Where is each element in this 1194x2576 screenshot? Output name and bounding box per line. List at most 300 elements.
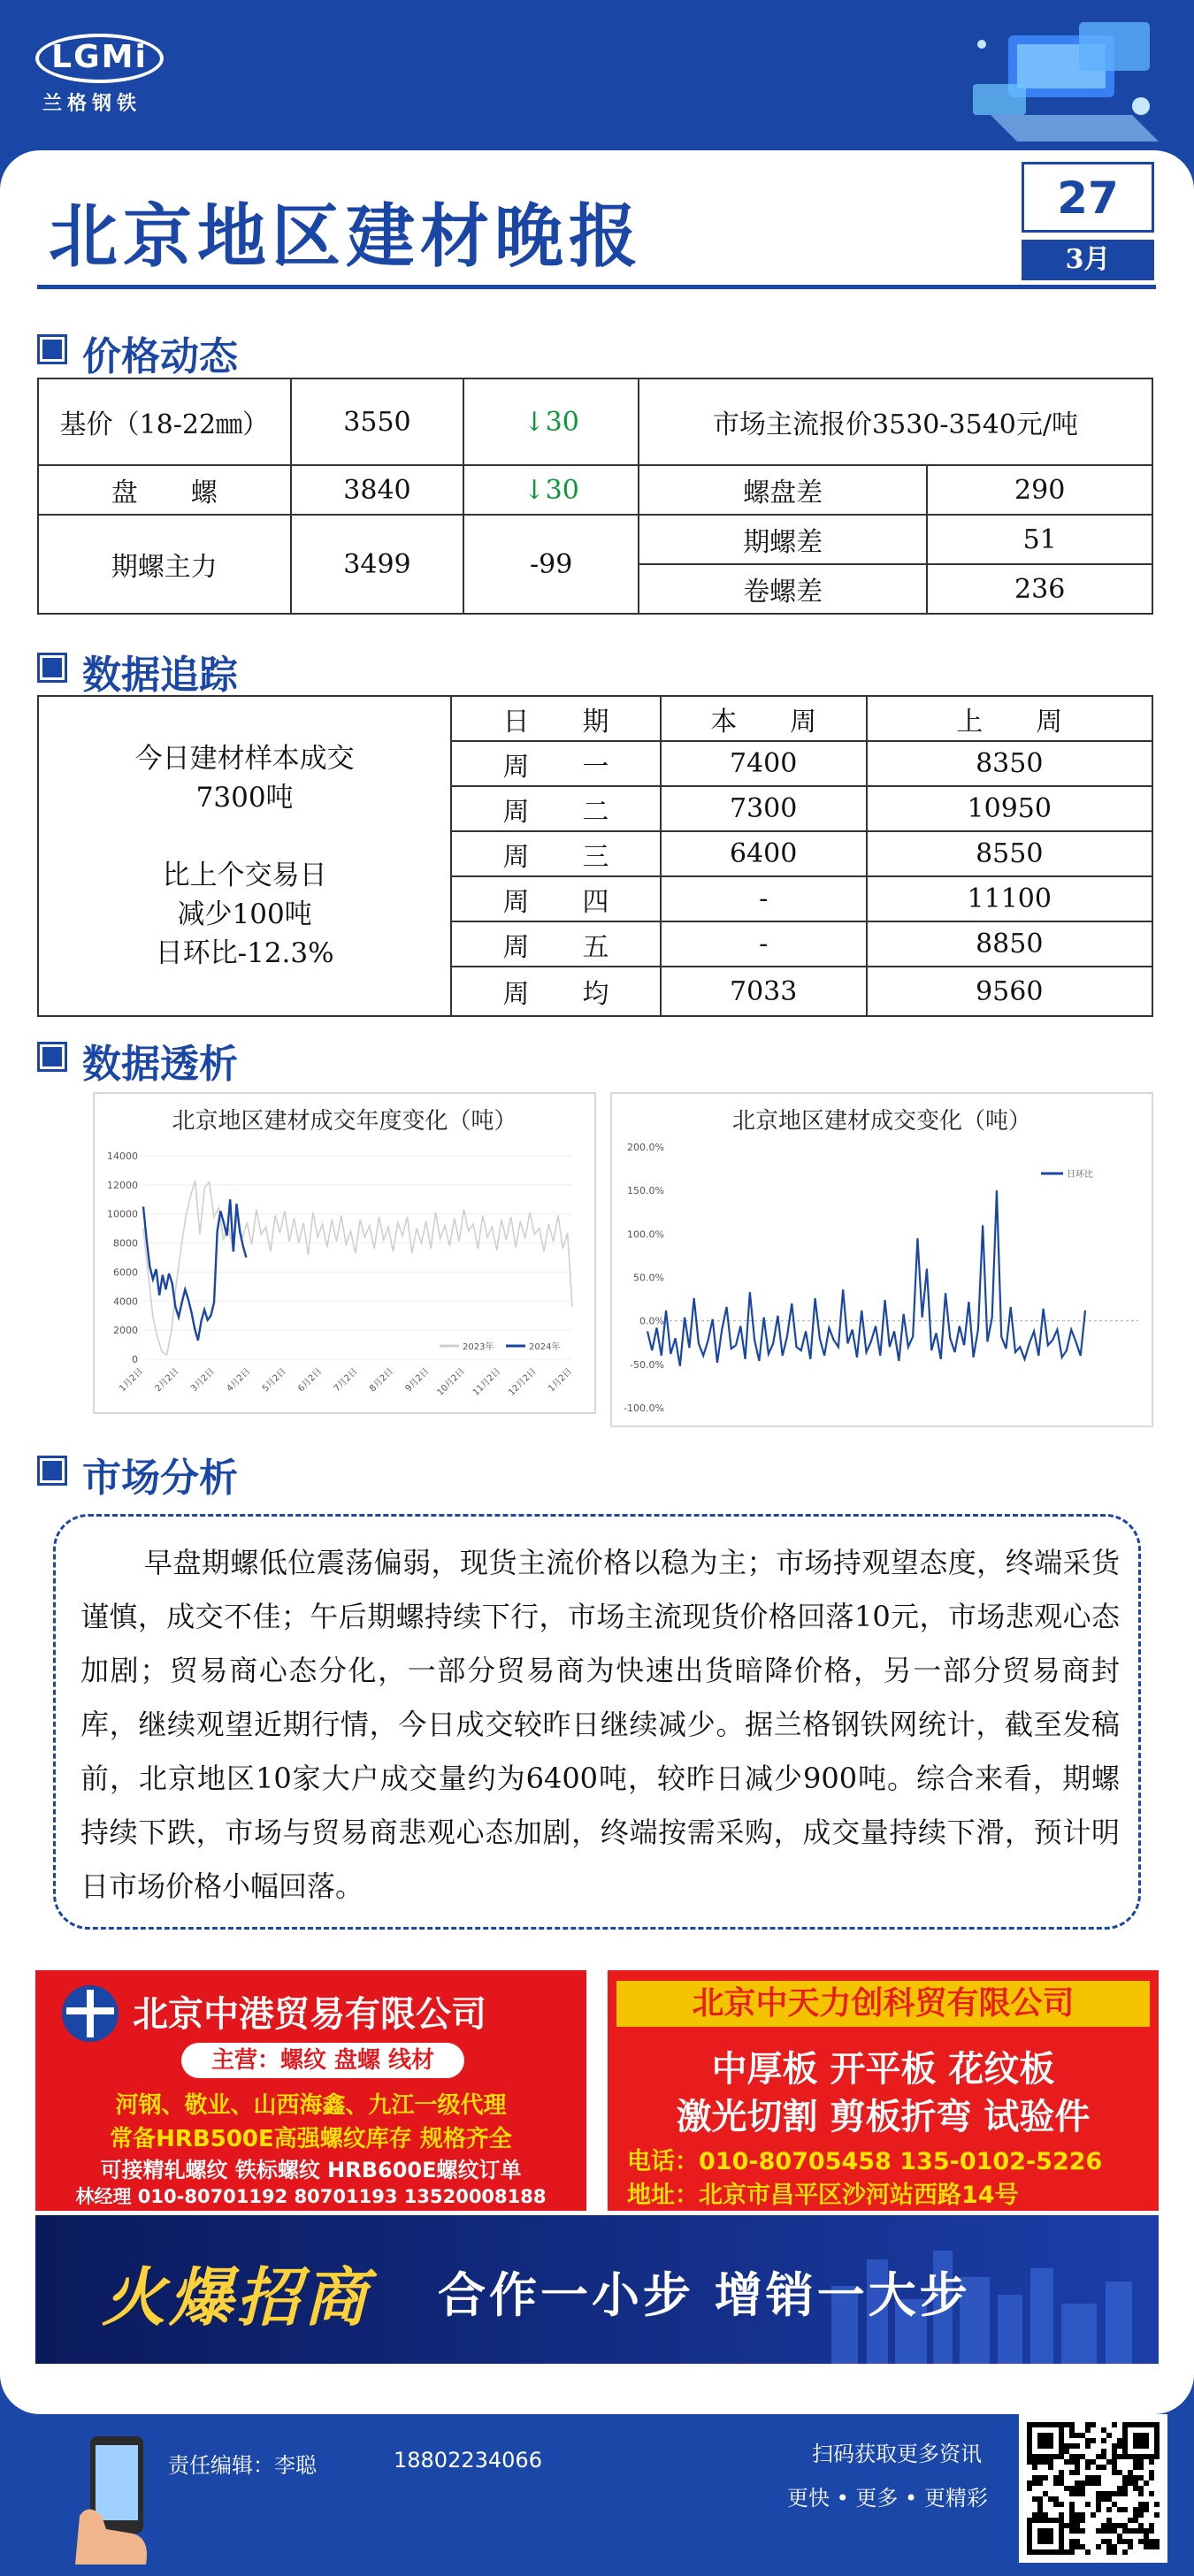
annual-volume-plot	[95, 1094, 594, 1412]
qr-module	[1122, 2549, 1128, 2555]
qr-module	[1037, 2475, 1043, 2480]
square-bullet-icon	[40, 1458, 65, 1483]
qr-module	[1043, 2512, 1048, 2518]
qr-module	[1048, 2465, 1053, 2470]
qr-module	[1101, 2454, 1106, 2459]
qr-module	[1106, 2539, 1112, 2544]
qr-module	[1138, 2539, 1144, 2544]
qr-module	[1037, 2507, 1043, 2512]
spread-value: 290	[927, 465, 1152, 515]
legend-label: 2023年	[463, 1342, 494, 1352]
qr-module	[1069, 2459, 1075, 2465]
qr-module	[1144, 2480, 1149, 2486]
qr-finder	[1037, 2528, 1053, 2544]
section-price-heading: 价格动态	[40, 325, 238, 381]
qr-module	[1128, 2544, 1133, 2549]
qr-module	[1117, 2507, 1122, 2512]
qr-module	[1112, 2528, 1117, 2534]
qr-module	[1075, 2443, 1080, 2449]
market-note: 市场主流报价3530-3540元/吨	[639, 378, 1152, 465]
qr-module	[1043, 2475, 1048, 2480]
qr-module	[1128, 2528, 1133, 2534]
qr-module	[1075, 2454, 1080, 2459]
qr-module	[1069, 2443, 1075, 2449]
qr-module	[1091, 2438, 1096, 2443]
qr-module	[1096, 2507, 1101, 2512]
ad-company-name: 北京中港贸易有限公司	[133, 1994, 486, 2035]
qr-module	[1149, 2523, 1154, 2528]
y-tick-label: 8000	[113, 1237, 138, 1250]
qr-module	[1138, 2491, 1144, 2496]
qr-module	[1154, 2512, 1160, 2518]
table-row	[38, 378, 1152, 465]
qr-module	[1117, 2534, 1122, 2539]
daily-change-plot	[612, 1094, 1152, 1426]
qr-module	[1138, 2459, 1144, 2465]
qr-module	[1091, 2422, 1096, 2427]
qr-module	[1075, 2459, 1080, 2465]
qr-module	[1096, 2454, 1101, 2459]
editor-label: 责任编辑：李聪	[168, 2453, 317, 2478]
qr-module	[1069, 2523, 1075, 2528]
qr-module	[1149, 2544, 1154, 2549]
price-change: -99	[463, 515, 639, 614]
qr-module	[1075, 2539, 1080, 2544]
qr-module	[1112, 2459, 1117, 2465]
column-header: 本 周	[661, 696, 867, 741]
qr-module	[1091, 2475, 1096, 2480]
qr-module	[1117, 2443, 1122, 2449]
footer-slogan: 更快 • 更多 • 更精彩	[787, 2486, 988, 2511]
qr-module	[1080, 2544, 1085, 2549]
qr-module	[1059, 2502, 1064, 2507]
page-title: 北京地区建材晚报	[49, 196, 644, 277]
qr-module	[1080, 2433, 1085, 2438]
qr-module	[1133, 2518, 1138, 2523]
x-tick-label: 1月2日	[547, 1366, 575, 1395]
ad-company-name: 北京中天力创科贸有限公司	[616, 1981, 1150, 2027]
qr-module	[1075, 2480, 1080, 2486]
qr-module	[1059, 2512, 1064, 2518]
x-tick-label: 5月2日	[260, 1366, 288, 1395]
qr-module	[1101, 2449, 1106, 2454]
legend-label: 日环比	[1067, 1170, 1093, 1180]
qr-module	[1144, 2528, 1149, 2534]
qr-module	[1080, 2528, 1085, 2534]
qr-module	[1080, 2512, 1085, 2518]
x-tick-label: 8月2日	[368, 1366, 396, 1395]
qr-module	[1122, 2507, 1128, 2512]
qr-module	[1122, 2539, 1128, 2544]
qr-module	[1085, 2475, 1091, 2480]
qr-module	[1112, 2449, 1117, 2454]
scan-prompt: 扫码获取更多资讯	[812, 2442, 982, 2466]
qr-module	[1080, 2491, 1085, 2496]
qr-module	[1138, 2523, 1144, 2528]
qr-module	[1064, 2443, 1069, 2449]
logo-text: LGMi	[51, 39, 148, 75]
editor-phone: 18802234066	[394, 2448, 542, 2473]
qr-module	[1069, 2486, 1075, 2491]
qr-module	[1080, 2454, 1085, 2459]
table-row: 周 一 7400 8350	[38, 741, 1152, 786]
qr-module	[1122, 2486, 1128, 2491]
annual-volume-chart	[93, 1092, 596, 1414]
qr-module	[1133, 2512, 1138, 2518]
qr-module	[1080, 2486, 1085, 2491]
company-logo	[35, 27, 168, 115]
qr-module	[1085, 2459, 1091, 2465]
qr-module	[1101, 2465, 1106, 2470]
top-banner	[0, 0, 1194, 155]
qr-module	[1133, 2475, 1138, 2480]
qr-module	[1053, 2496, 1059, 2502]
qr-module	[1154, 2502, 1160, 2507]
qr-module	[1138, 2528, 1144, 2534]
qr-module	[1043, 2459, 1048, 2465]
y-tick-label: 14000	[107, 1150, 138, 1162]
qr-module	[1085, 2480, 1091, 2486]
ad-recruit-banner[interactable]	[35, 2215, 1159, 2364]
qr-module	[1128, 2470, 1133, 2475]
qr-module	[1154, 2539, 1160, 2544]
x-tick-label: 2月2日	[153, 1366, 181, 1395]
qr-module	[1069, 2427, 1075, 2433]
square-bullet-icon	[40, 1044, 65, 1069]
qr-module	[1069, 2502, 1075, 2507]
qr-module	[1101, 2539, 1106, 2544]
square-bullet-icon	[40, 655, 65, 680]
qr-module	[1069, 2528, 1075, 2534]
qr-module	[1085, 2465, 1091, 2470]
qr-module	[1154, 2544, 1160, 2549]
section-charts-heading: 数据透析	[40, 1032, 238, 1089]
qr-module	[1112, 2491, 1117, 2496]
qr-module	[1064, 2422, 1069, 2427]
qr-module	[1069, 2454, 1075, 2459]
qr-module	[1048, 2459, 1053, 2465]
qr-module	[1117, 2491, 1122, 2496]
qr-module	[1069, 2470, 1075, 2475]
qr-module	[1112, 2544, 1117, 2549]
qr-module	[1053, 2475, 1059, 2480]
qr-module	[1101, 2491, 1106, 2496]
price-value: 3840	[291, 465, 464, 515]
qr-module	[1149, 2491, 1154, 2496]
qr-module	[1096, 2544, 1101, 2549]
y-tick-label: 150.0%	[627, 1185, 664, 1197]
qr-module	[1064, 2459, 1069, 2465]
qr-module	[1032, 2475, 1037, 2480]
qr-module	[1122, 2523, 1128, 2528]
section-market-heading: 市场分析	[40, 1446, 238, 1502]
qr-module	[1091, 2480, 1096, 2486]
title-divider	[37, 285, 1156, 289]
qr-module	[1075, 2465, 1080, 2470]
column-header: 日 期	[451, 696, 661, 741]
price-change: ↓30	[463, 378, 639, 465]
column-header: 上 周	[867, 696, 1152, 741]
y-tick-label: -100.0%	[624, 1403, 664, 1414]
qr-module	[1138, 2512, 1144, 2518]
qr-module	[1106, 2523, 1112, 2528]
recruit-slogan: 火爆招商	[102, 2259, 371, 2335]
section-track-heading: 数据追踪	[40, 643, 238, 699]
qr-module	[1106, 2496, 1112, 2502]
qr-module	[1138, 2465, 1144, 2470]
qr-module	[1096, 2475, 1101, 2480]
product-name: 盘 螺	[38, 465, 291, 515]
x-tick-label: 7月2日	[332, 1366, 360, 1395]
qr-module	[1096, 2491, 1101, 2496]
qr-module	[1144, 2507, 1149, 2512]
qr-module	[1106, 2518, 1112, 2523]
qr-module	[1075, 2518, 1080, 2523]
market-analysis-box	[53, 1514, 1141, 1930]
qr-module	[1085, 2427, 1091, 2433]
qr-module	[1075, 2491, 1080, 2496]
qr-module	[1106, 2459, 1112, 2465]
series-line-2023	[143, 1181, 572, 1355]
qr-module	[1133, 2465, 1138, 2470]
footer	[0, 2414, 1194, 2576]
qr-module	[1027, 2459, 1032, 2465]
spread-value: 51	[927, 515, 1152, 564]
qr-module	[1144, 2544, 1149, 2549]
y-tick-label: 12000	[107, 1179, 138, 1191]
qr-module	[1133, 2459, 1138, 2465]
price-value: 3550	[291, 378, 464, 465]
qr-module	[1069, 2491, 1075, 2496]
square-bullet-icon	[40, 337, 65, 362]
y-tick-label: 10000	[107, 1208, 138, 1220]
qr-module	[1096, 2528, 1101, 2534]
ad-zhonggang[interactable]: 北京中港贸易有限公司 主营：螺纹 盘螺 线材 河钢、敬业、山西海鑫、九江一级代理 常备HRB500E高强螺纹库存 规格齐全 可接精轧螺纹 铁标螺纹 HRB600E螺纹订单 林经理 010-80701192 80701193 13520008188	[35, 1970, 586, 2211]
qr-module	[1112, 2443, 1117, 2449]
qr-finder	[1133, 2433, 1149, 2449]
table-row	[38, 515, 1152, 564]
qr-module	[1085, 2443, 1091, 2449]
qr-module	[1149, 2539, 1154, 2544]
qr-module	[1069, 2518, 1075, 2523]
y-tick-label: 200.0%	[627, 1142, 664, 1153]
series-line-2024	[143, 1199, 246, 1340]
x-tick-label: 12月2日	[507, 1366, 539, 1398]
qr-module	[1149, 2528, 1154, 2534]
product-name: 基价（18-22㎜）	[38, 378, 291, 465]
qr-module	[1117, 2454, 1122, 2459]
qr-module	[1075, 2528, 1080, 2534]
qr-module	[1085, 2502, 1091, 2507]
logo-subtitle: 兰格钢铁	[42, 92, 142, 115]
tech-illustration	[955, 9, 1176, 150]
x-tick-label: 10月2日	[435, 1366, 467, 1398]
qr-module	[1101, 2528, 1106, 2534]
qr-module	[1096, 2496, 1101, 2502]
qr-module	[1133, 2486, 1138, 2491]
qr-module	[1144, 2539, 1149, 2544]
qr-module	[1027, 2486, 1032, 2491]
price-value: 3499	[291, 515, 464, 614]
qr-module	[1138, 2502, 1144, 2507]
date-badge	[1022, 162, 1154, 282]
qr-module	[1069, 2549, 1075, 2555]
qr-module	[1117, 2470, 1122, 2475]
y-tick-label: -50.0%	[630, 1358, 664, 1371]
qr-module	[1106, 2433, 1112, 2438]
qr-module	[1138, 2486, 1144, 2491]
qr-module	[1117, 2486, 1122, 2491]
qr-module	[1133, 2528, 1138, 2534]
qr-module	[1149, 2459, 1154, 2465]
qr-module	[1106, 2491, 1112, 2496]
qr-code-icon[interactable]	[1019, 2414, 1167, 2563]
qr-module	[1037, 2496, 1043, 2502]
qr-module	[1064, 2486, 1069, 2491]
legend-label: 2024年	[529, 1342, 561, 1352]
spread-label: 螺盘差	[639, 465, 927, 515]
qr-module	[1064, 2449, 1069, 2454]
y-tick-label: 6000	[113, 1266, 138, 1279]
table-row: 周 四 - 11100	[38, 876, 1152, 921]
qr-module	[1059, 2480, 1064, 2486]
x-tick-label: 11月2日	[471, 1366, 503, 1398]
qr-module	[1085, 2438, 1091, 2443]
qr-module	[1069, 2433, 1075, 2438]
table-row: 周 二 7300 10950	[38, 786, 1152, 831]
qr-module	[1096, 2480, 1101, 2486]
qr-module	[1053, 2480, 1059, 2486]
table-row	[38, 465, 1152, 515]
qr-module	[1128, 2475, 1133, 2480]
qr-module	[1112, 2470, 1117, 2475]
qr-module	[1112, 2549, 1117, 2555]
y-tick-label: 2000	[113, 1325, 138, 1337]
qr-module	[1037, 2459, 1043, 2465]
qr-module	[1122, 2491, 1128, 2496]
qr-module	[1032, 2465, 1037, 2470]
qr-module	[1027, 2480, 1032, 2486]
ad-zhongtianli[interactable]: 北京中天力创科贸有限公司 中厚板 开平板 花纹板 激光切割 剪板折弯 试验件 电话：010-80705458 135-0102-5226 地址：北京市昌平区沙河站西路14号	[608, 1970, 1159, 2211]
qr-module	[1032, 2480, 1037, 2486]
qr-module	[1037, 2512, 1043, 2518]
spread-label: 期螺差	[639, 515, 927, 564]
qr-module	[1064, 2523, 1069, 2528]
spread-label: 卷螺差	[639, 564, 927, 614]
qr-module	[1053, 2502, 1059, 2507]
qr-module	[1144, 2502, 1149, 2507]
price-change: ↓30	[463, 465, 639, 515]
qr-module	[1085, 2549, 1091, 2555]
y-tick-label: 0.0%	[639, 1315, 664, 1327]
qr-module	[1106, 2507, 1112, 2512]
series-line	[647, 1190, 1085, 1366]
qr-module	[1064, 2549, 1069, 2555]
qr-finder	[1037, 2433, 1053, 2449]
qr-module	[1128, 2539, 1133, 2544]
qr-module	[1122, 2528, 1128, 2534]
qr-module	[1133, 2480, 1138, 2486]
qr-module	[1075, 2523, 1080, 2528]
qr-module	[1106, 2528, 1112, 2534]
x-tick-label: 4月2日	[225, 1366, 253, 1395]
spread-value: 236	[927, 564, 1152, 614]
qr-module	[1080, 2480, 1085, 2486]
qr-module	[1069, 2544, 1075, 2549]
table-header-row	[38, 696, 1152, 741]
ad-main-business: 主营：螺纹 盘螺 线材	[181, 2043, 464, 2078]
qr-module	[1091, 2459, 1096, 2465]
x-tick-label: 6月2日	[296, 1366, 325, 1395]
volume-summary: 今日建材样本成交 7300吨 比上个交易日 减少100吨 日环比-12.3%	[38, 696, 451, 1016]
qr-module	[1106, 2549, 1112, 2555]
y-tick-label: 50.0%	[633, 1272, 664, 1284]
qr-module	[1117, 2438, 1122, 2443]
qr-module	[1112, 2465, 1117, 2470]
qr-module	[1059, 2470, 1064, 2475]
qr-module	[1106, 2544, 1112, 2549]
product-name: 期螺主力	[38, 515, 291, 614]
x-tick-label: 1月2日	[118, 1366, 146, 1395]
price-table	[37, 378, 1153, 615]
market-analysis-text: 早盘期螺低位震荡偏弱，现货主流价格以稳为主；市场持观望态度，终端采货谨慎，成交不佳；午后期螺持续下行，市场主流现货价格回落10元，市场悲观心态加剧；贸易商心态分化，一部分贸易商为快速出货暗降价格，另一部分贸易商封库，继续观望近期行情，今日成交较昨日继续减少。据兰格钢铁网统计，截至发稿前，北京地区10家大户成交量约为6400吨，较昨日减少900吨。综合来看，期螺持续下跌，市场与贸易商悲观心态加剧，终端按需采购，成交量持续下滑，预计明日市场价格小幅回落。	[80, 1546, 1120, 1903]
qr-module	[1138, 2507, 1144, 2512]
table-row: 周 三 6400 8550	[38, 831, 1152, 876]
chart-title: 北京地区建材成交变化（吨）	[731, 1108, 1031, 1135]
qr-module	[1117, 2539, 1122, 2544]
qr-module	[1048, 2496, 1053, 2502]
qr-module	[1101, 2438, 1106, 2443]
qr-module	[1112, 2523, 1117, 2528]
qr-module	[1096, 2502, 1101, 2507]
qr-module	[1112, 2422, 1117, 2427]
qr-module	[1059, 2475, 1064, 2480]
table-row: 周 五 - 8850	[38, 921, 1152, 967]
qr-module	[1133, 2507, 1138, 2512]
table-row: 周 均 7033 9560	[38, 967, 1152, 1016]
qr-module	[1149, 2475, 1154, 2480]
daily-change-chart	[610, 1092, 1153, 1427]
qr-module	[1149, 2470, 1154, 2475]
qr-module	[1069, 2507, 1075, 2512]
qr-module	[1091, 2512, 1096, 2518]
qr-module	[1075, 2544, 1080, 2549]
qr-module	[1117, 2523, 1122, 2528]
qr-module	[1112, 2454, 1117, 2459]
qr-module	[1032, 2459, 1037, 2465]
qr-module	[1043, 2491, 1048, 2496]
qr-module	[1037, 2502, 1043, 2507]
zhonggang-logo-icon	[57, 1981, 124, 2047]
qr-module	[1128, 2518, 1133, 2523]
y-tick-label: 100.0%	[627, 1228, 664, 1241]
qr-module	[1037, 2480, 1043, 2486]
qr-module	[1080, 2518, 1085, 2523]
qr-module	[1101, 2496, 1106, 2502]
qr-module	[1101, 2523, 1106, 2528]
date-month: 3月	[1022, 240, 1154, 280]
qr-module	[1069, 2422, 1075, 2427]
qr-module	[1138, 2475, 1144, 2480]
qr-module	[1032, 2496, 1037, 2502]
x-tick-label: 3月2日	[189, 1366, 217, 1395]
volume-table	[37, 695, 1153, 1017]
phone-hand-icon	[71, 2432, 168, 2565]
y-tick-label: 0	[132, 1354, 138, 1365]
qr-module	[1069, 2539, 1075, 2544]
x-tick-label: 9月2日	[403, 1366, 432, 1395]
qr-module	[1112, 2502, 1117, 2507]
